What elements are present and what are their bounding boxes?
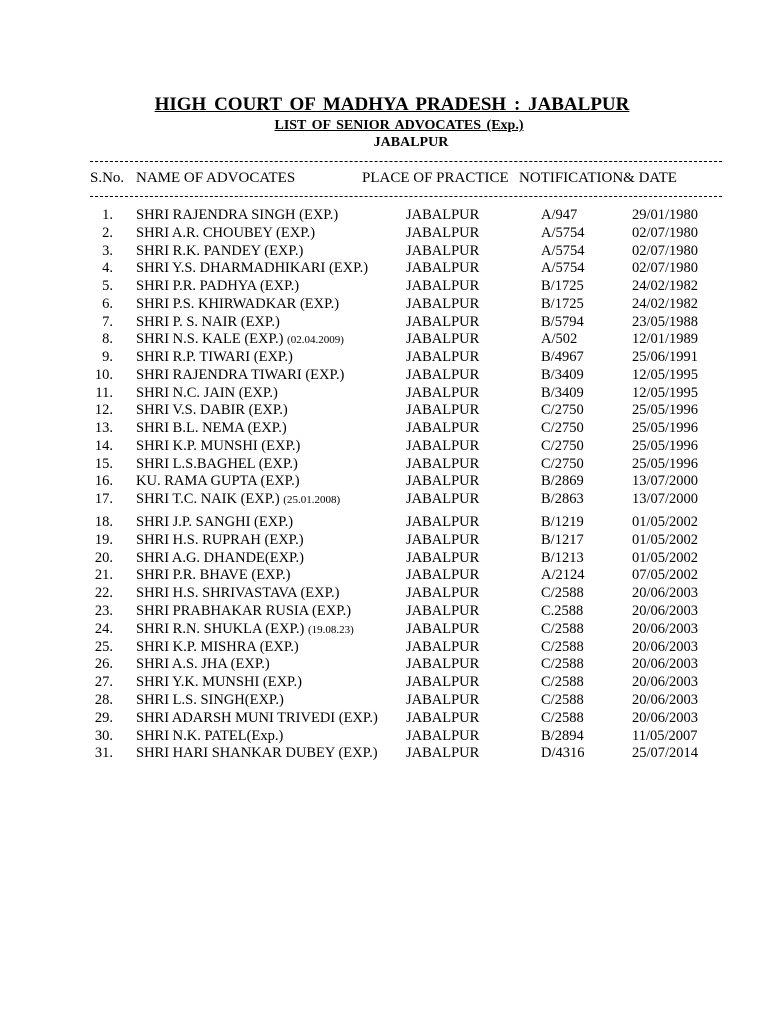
row-name (136, 532, 304, 549)
row-sno: 11. (95, 384, 113, 401)
row-name-note: (02.04.2009) (287, 334, 344, 347)
row-name-text: SHRI R.P. TIWARI (EXP.) (136, 349, 293, 365)
row-name-text: SHRI N.C. JAIN (EXP.) (136, 384, 278, 401)
row-place: JABALPUR (406, 349, 480, 365)
row-name-text: SHRI P.R. BHAVE (EXP.) (136, 567, 291, 584)
row-place: JABALPUR (406, 260, 480, 277)
row-date: 02/07/1980 (632, 260, 699, 277)
row-name-text: SHRI V.S. DABIR (EXP.) (136, 402, 288, 419)
row-place: JABALPUR (406, 585, 480, 602)
row-date: 01/05/2002 (632, 514, 699, 530)
row-place: JABALPUR (406, 295, 480, 312)
row-name (136, 514, 293, 531)
row-place: JABALPUR (406, 745, 480, 762)
table-row (0, 514, 768, 532)
row-sno: 13. (94, 420, 113, 436)
table-row (0, 402, 768, 420)
table-row (0, 491, 768, 509)
row-notification: C/2750 (541, 455, 584, 472)
row-name (136, 473, 300, 490)
row-name (136, 491, 340, 508)
row-date: 20/06/2003 (632, 603, 699, 619)
row-place: JABALPUR (406, 402, 480, 419)
row-name-text: SHRI J.P. SANGHI (EXP.) (136, 514, 294, 530)
row-notification: B/1213 (541, 549, 584, 566)
row-notification: C/2588 (541, 656, 584, 673)
row-place: JABALPUR (406, 437, 480, 454)
row-sno: 30. (94, 727, 113, 744)
row-sno: 8. (102, 331, 113, 348)
row-sno: 14. (94, 437, 113, 454)
row-name-text: SHRI P.R. PADHYA (EXP.) (136, 278, 300, 294)
row-place: JABALPUR (406, 207, 480, 223)
row-place: JABALPUR (406, 278, 480, 294)
row-name (136, 225, 315, 242)
row-date: 25/06/1991 (632, 349, 699, 365)
column-header-place: PLACE OF PRACTICE (362, 170, 509, 186)
row-place: JABALPUR (406, 692, 480, 708)
row-name (136, 243, 303, 260)
row-name-text: SHRI L.S. SINGH(EXP.) (136, 692, 284, 708)
row-date: 13/07/2000 (632, 473, 699, 490)
row-notification: B/1219 (541, 514, 584, 530)
table-row (0, 420, 768, 438)
row-name (136, 367, 344, 384)
row-place: JABALPUR (406, 638, 480, 655)
row-name (136, 585, 340, 602)
row-date: 23/05/1988 (632, 313, 699, 330)
table-row (0, 367, 768, 385)
row-place: JABALPUR (406, 531, 480, 548)
row-notification: C/2588 (541, 674, 584, 691)
row-name (136, 639, 299, 656)
row-sno: 19. (94, 531, 113, 548)
row-notification: C/2588 (541, 709, 584, 726)
row-name-text: SHRI H.S. SHRIVASTAVA (EXP.) (136, 585, 340, 602)
row-name (136, 296, 339, 313)
row-notification: B/1725 (541, 278, 584, 294)
row-sno: 3. (102, 242, 113, 259)
table-row (0, 550, 768, 568)
row-place: JABALPUR (406, 603, 480, 619)
table-row (0, 207, 768, 225)
row-date: 25/05/1996 (632, 455, 699, 472)
row-name-text: SHRI P.S. KHIRWADKAR (EXP.) (136, 295, 340, 312)
row-date: 01/05/2002 (632, 549, 699, 566)
row-sno: 25. (94, 638, 113, 655)
table-row (0, 260, 768, 278)
row-date: 02/07/1980 (632, 224, 699, 241)
row-name (136, 728, 283, 745)
row-sno: 9. (102, 349, 113, 365)
row-notification: A/2124 (541, 567, 585, 584)
row-name-text: SHRI B.L. NEMA (EXP.) (136, 420, 287, 436)
row-notification: B/3409 (541, 366, 584, 383)
row-sno: 6. (102, 295, 113, 312)
page-title: HIGH COURT OF MADHYA PRADESH : JABALPUR (154, 94, 630, 115)
row-name-text: SHRI A.R. CHOUBEY (EXP.) (136, 224, 316, 241)
row-sno: 29. (94, 709, 113, 726)
row-sno: 16. (94, 473, 113, 490)
row-notification: C/2588 (541, 585, 584, 602)
row-name-text: SHRI K.P. MISHRA (EXP.) (136, 638, 299, 655)
row-name-text: SHRI Y.K. MUNSHI (EXP.) (136, 674, 302, 691)
row-notification: B/4967 (541, 349, 584, 365)
row-notification: C/2588 (541, 692, 584, 708)
row-place: JABALPUR (406, 420, 480, 436)
row-place: JABALPUR (406, 567, 480, 584)
row-name-text: SHRI P. S. NAIR (EXP.) (136, 313, 280, 330)
row-sno: 27. (94, 674, 113, 691)
row-notification: B/2894 (541, 727, 584, 744)
row-place: JABALPUR (406, 366, 480, 383)
row-name-text: SHRI HARI SHANKAR DUBEY (EXP.) (136, 745, 378, 762)
table-row (0, 710, 768, 728)
row-sno: 1. (102, 207, 113, 223)
row-sno: 2. (102, 224, 113, 241)
list-subtitle: LIST OF SENIOR ADVOCATES (Exp.) (274, 118, 524, 133)
row-sno: 18. (94, 514, 113, 530)
row-place: JABALPUR (406, 331, 480, 348)
row-name (136, 420, 287, 437)
table-row (0, 314, 768, 332)
row-place: JABALPUR (406, 491, 480, 507)
column-header-notification: NOTIFICATION& DATE (519, 170, 677, 186)
row-date: 11/05/2007 (632, 727, 698, 744)
table-row (0, 745, 768, 763)
row-name-text: SHRI N.K. PATEL(Exp.) (136, 727, 284, 744)
table-row (0, 567, 768, 585)
table-row (0, 225, 768, 243)
row-date: 24/02/1982 (632, 295, 699, 312)
row-date: 12/05/1995 (632, 384, 699, 401)
row-name-text: SHRI H.S. RUPRAH (EXP.) (136, 531, 304, 548)
row-name (136, 438, 300, 455)
row-sno: 7. (102, 313, 113, 330)
row-name (136, 260, 368, 277)
row-name (136, 674, 302, 691)
row-name (136, 207, 338, 224)
row-name (136, 349, 293, 366)
row-sno: 5. (102, 278, 113, 294)
row-sno: 21. (94, 567, 113, 584)
row-notification: C.2588 (541, 603, 584, 619)
row-date: 20/06/2003 (632, 620, 699, 637)
row-notification: C/2588 (541, 620, 584, 637)
row-date: 20/06/2003 (632, 656, 699, 673)
row-notification: A/5754 (541, 260, 585, 277)
row-sno: 15. (94, 455, 113, 472)
row-name (136, 331, 344, 348)
row-name (136, 710, 378, 727)
row-notification: A/947 (541, 207, 578, 223)
row-sno: 31. (94, 745, 113, 762)
table-row (0, 532, 768, 550)
table-row (0, 674, 768, 692)
row-notification: C/2588 (541, 638, 584, 655)
row-sno: 10. (94, 366, 113, 383)
row-notification: C/2750 (541, 402, 584, 419)
row-name (136, 314, 280, 331)
row-name (136, 402, 288, 419)
row-notification: B/3409 (541, 384, 584, 401)
row-name (136, 550, 304, 567)
row-sno: 24. (94, 620, 113, 637)
row-name (136, 385, 278, 402)
row-name (136, 603, 351, 620)
row-name (136, 456, 298, 473)
list-place: JABALPUR (373, 135, 449, 150)
row-date: 25/07/2014 (632, 745, 699, 762)
row-date: 12/05/1995 (632, 366, 699, 383)
row-name-text: SHRI R.K. PANDEY (EXP.) (136, 242, 304, 259)
table-row (0, 349, 768, 367)
table-row (0, 456, 768, 474)
row-name-text: SHRI A.G. DHANDE(EXP.) (136, 549, 304, 566)
row-date: 20/06/2003 (632, 692, 699, 708)
row-name-text: SHRI K.P. MUNSHI (EXP.) (136, 437, 301, 454)
row-name-text: SHRI RAJENDRA TIWARI (EXP.) (136, 366, 345, 383)
row-name-text: SHRI T.C. NAIK (EXP.) (136, 491, 280, 507)
row-notification: A/502 (541, 331, 578, 348)
row-place: JABALPUR (406, 473, 480, 490)
row-date: 01/05/2002 (632, 531, 699, 548)
table-row (0, 603, 768, 621)
row-name-text: SHRI Y.S. DHARMADHIKARI (EXP.) (136, 260, 369, 277)
table-row (0, 243, 768, 261)
row-sno: 28. (94, 692, 113, 708)
row-sno: 23. (94, 603, 113, 619)
row-place: JABALPUR (406, 709, 480, 726)
row-sno: 20. (94, 549, 113, 566)
row-date: 13/07/2000 (632, 491, 699, 507)
row-date: 12/01/1989 (632, 331, 699, 348)
row-date: 29/01/1980 (632, 207, 699, 223)
row-notification: A/5754 (541, 224, 585, 241)
row-name (136, 745, 378, 762)
row-place: JABALPUR (406, 384, 480, 401)
row-date: 20/06/2003 (632, 709, 699, 726)
row-notification: C/2750 (541, 420, 584, 436)
table-row (0, 385, 768, 403)
row-name-text: SHRI R.N. SHUKLA (EXP.) (136, 620, 305, 637)
row-name-text: SHRI ADARSH MUNI TRIVEDI (EXP.) (136, 709, 378, 726)
row-name-note: (19.08.23) (308, 623, 354, 636)
row-date: 25/05/1996 (632, 437, 699, 454)
row-sno: 17. (94, 491, 113, 507)
row-date: 25/05/1996 (632, 420, 699, 436)
row-place: JABALPUR (406, 620, 480, 637)
row-place: JABALPUR (406, 242, 480, 259)
row-date: 25/05/1996 (632, 402, 699, 419)
row-date: 20/06/2003 (632, 674, 699, 691)
row-place: JABALPUR (406, 549, 480, 566)
row-place: JABALPUR (406, 455, 480, 472)
table-row (0, 656, 768, 674)
table-row (0, 331, 768, 349)
table-row (0, 438, 768, 456)
table-row (0, 296, 768, 314)
row-place: JABALPUR (406, 727, 480, 744)
row-name (136, 656, 270, 673)
row-sno: 12. (94, 402, 113, 419)
row-name (136, 567, 290, 584)
table-row (0, 639, 768, 657)
column-header-sno: S.No. (90, 170, 125, 186)
row-name-text: SHRI N.S. KALE (EXP.) (136, 331, 284, 348)
row-notification: B/2863 (541, 491, 584, 507)
row-date: 20/06/2003 (632, 585, 699, 602)
row-name-note: (25.01.2008) (283, 494, 341, 506)
row-name-text: SHRI L.S.BAGHEL (EXP.) (136, 455, 298, 472)
table-row (0, 621, 768, 639)
row-place: JABALPUR (406, 656, 480, 673)
table-row (0, 473, 768, 491)
row-name (136, 621, 354, 638)
table-row (0, 585, 768, 603)
row-date: 02/07/1980 (632, 242, 699, 259)
row-name-text: KU. RAMA GUPTA (EXP.) (136, 473, 300, 490)
row-name-text: SHRI A.S. JHA (EXP.) (136, 656, 270, 673)
row-name (136, 278, 299, 295)
row-name-text: SHRI PRABHAKAR RUSIA (EXP.) (136, 603, 352, 619)
table-row (0, 692, 768, 710)
row-place: JABALPUR (406, 224, 480, 241)
row-name-text: SHRI RAJENDRA SINGH (EXP.) (136, 207, 339, 223)
table-row (0, 728, 768, 746)
row-place: JABALPUR (406, 313, 480, 330)
row-notification: A/5754 (541, 242, 585, 259)
row-notification: B/1217 (541, 531, 584, 548)
row-name (136, 692, 284, 709)
row-date: 20/06/2003 (632, 638, 699, 655)
row-sno: 26. (94, 656, 113, 673)
row-notification: B/5794 (541, 313, 584, 330)
row-place: JABALPUR (406, 674, 480, 691)
row-notification: B/2869 (541, 473, 584, 490)
row-place: JABALPUR (406, 514, 480, 530)
row-sno: 4. (102, 260, 113, 277)
row-notification: D/4316 (541, 745, 585, 762)
row-sno: 22. (94, 585, 113, 602)
row-notification: C/2750 (541, 437, 584, 454)
row-notification: B/1725 (541, 295, 584, 312)
table-row (0, 278, 768, 296)
row-date: 24/02/1982 (632, 278, 699, 294)
column-header-name: NAME OF ADVOCATES (136, 170, 296, 186)
row-date: 07/05/2002 (632, 567, 699, 584)
